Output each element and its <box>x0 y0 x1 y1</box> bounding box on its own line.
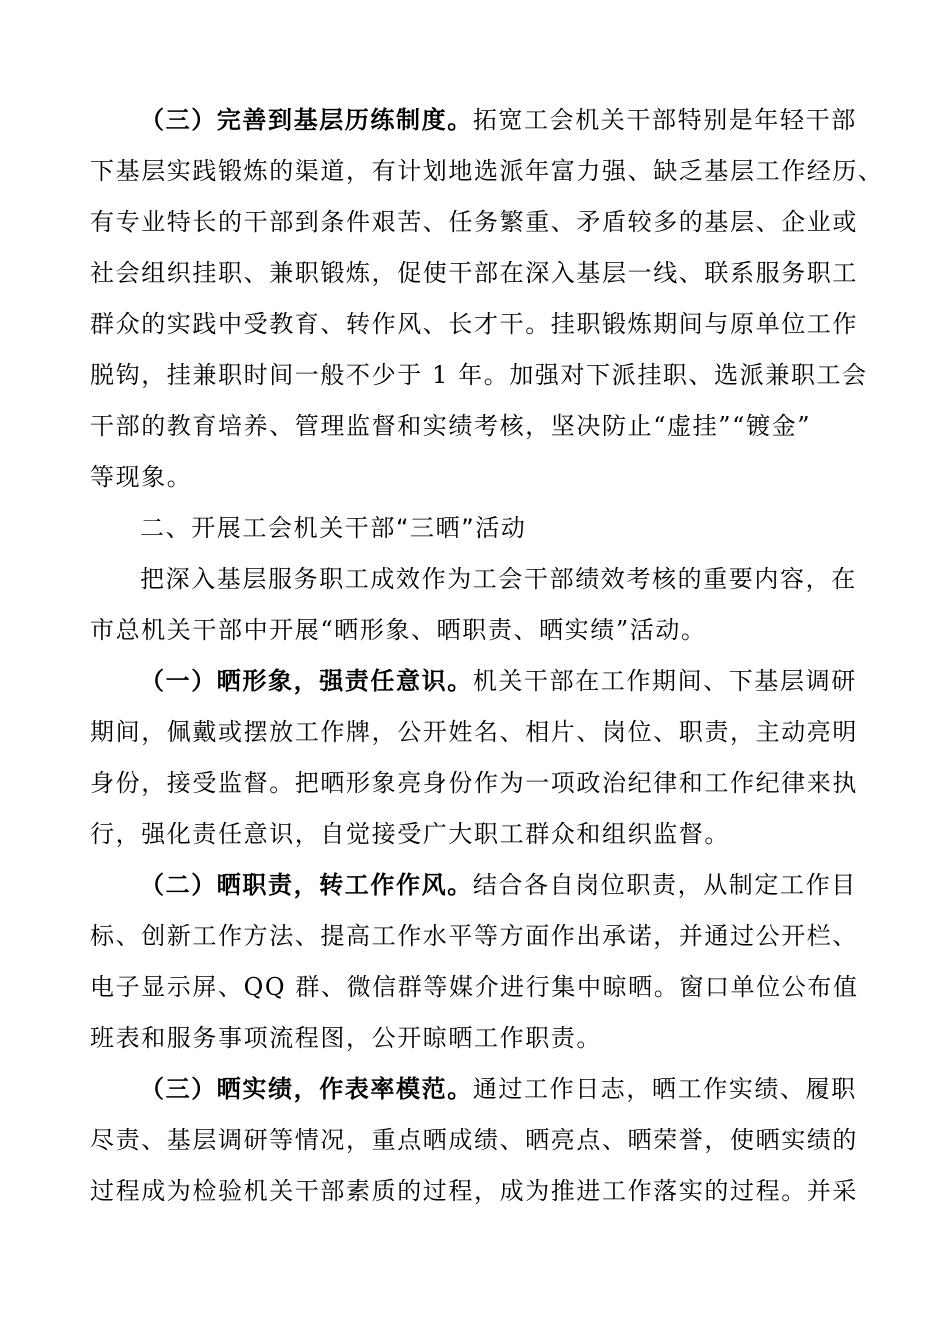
paragraph-line: 干部的教育培养、管理监督和实绩考核，坚决防止“虚挂”“镀金” <box>90 412 812 440</box>
subsection-lead: （二）晒职责，转工作作风。 <box>140 871 473 899</box>
paragraph-line: 下基层实践锻炼的渠道，有计划地选派年富力强、缺乏基层工作经历、 <box>90 157 884 185</box>
paragraph-line: 等现象。 <box>90 463 193 491</box>
paragraph-line <box>90 95 860 146</box>
subsection-lead: （一）晒形象，强责任意识。 <box>140 667 473 695</box>
paragraph-line: 市总机关干部中开展“晒形象、晒职责、晒实绩”活动。 <box>90 616 707 644</box>
paragraph-line: 行，强化责任意识，自觉接受广大职工群众和组织监督。 <box>90 820 730 848</box>
section-heading-2 <box>90 503 860 554</box>
paragraph-text: 结合各自岗位职责，从制定工作目 <box>472 871 857 899</box>
paragraph-line: 尽责、基层调研等情况，重点晒成绩、晒亮点、晒荣誉，使晒实绩的 <box>90 1126 858 1154</box>
paragraph-line: 群众的实践中受教育、转作风、长才干。挂职锻炼期间与原单位工作 <box>90 310 858 338</box>
paragraph-line: 班表和服务事项流程图，公开晾晒工作职责。 <box>90 1024 602 1052</box>
paragraph-item-1 <box>90 656 860 860</box>
subsection-lead: （三）晒实绩，作表率模范。 <box>140 1075 473 1103</box>
paragraph-line: 有专业特长的干部到条件艰苦、任务繁重、矛盾较多的基层、企业或 <box>90 208 858 236</box>
paragraph-line: 标、创新工作方法、提高工作水平等方面作出承诺，并通过公开栏、 <box>90 922 858 950</box>
paragraph-item-2 <box>90 860 860 1064</box>
paragraph-text: 机关干部在工作期间、下基层调研 <box>472 667 857 695</box>
paragraph-line: 社会组织挂职、兼职锻炼，促使干部在深入基层一线、联系服务职工 <box>90 259 858 287</box>
paragraph-line <box>90 656 860 707</box>
paragraph-item-3 <box>90 1064 860 1217</box>
heading-text: 二、开展工会机关干部“三晒”活动 <box>140 514 527 542</box>
subsection-lead: （三）完善到基层历练制度。 <box>140 106 473 134</box>
paragraph-line: 身份，接受监督。把晒形象亮身份作为一项政治纪律和工作纪律来执 <box>90 769 858 797</box>
paragraph-line: 脱钩，挂兼职时间一般不少于 1 年。加强对下派挂职、选派兼职工会 <box>90 361 868 389</box>
paragraph-text: 拓宽工会机关干部特别是年轻干部 <box>472 106 857 134</box>
paragraph-line: 期间，佩戴或摆放工作牌，公开姓名、相片、岗位、职责，主动亮明 <box>90 718 858 746</box>
paragraph-line <box>90 1064 860 1115</box>
document-page <box>90 95 884 1217</box>
paragraph-intro <box>90 554 860 656</box>
paragraph-section-3 <box>90 95 884 503</box>
paragraph-line: 电子显示屏、QQ 群、微信群等媒介进行集中晾晒。窗口单位公布值 <box>90 973 859 1001</box>
paragraph-text: 通过工作日志，晒工作实绩、履职 <box>472 1075 857 1103</box>
paragraph-line: 把深入基层服务职工成效作为工会干部绩效考核的重要内容，在 <box>140 565 857 593</box>
paragraph-line: 过程成为检验机关干部素质的过程，成为推进工作落实的过程。并采 <box>90 1177 858 1205</box>
paragraph-line <box>90 860 860 911</box>
